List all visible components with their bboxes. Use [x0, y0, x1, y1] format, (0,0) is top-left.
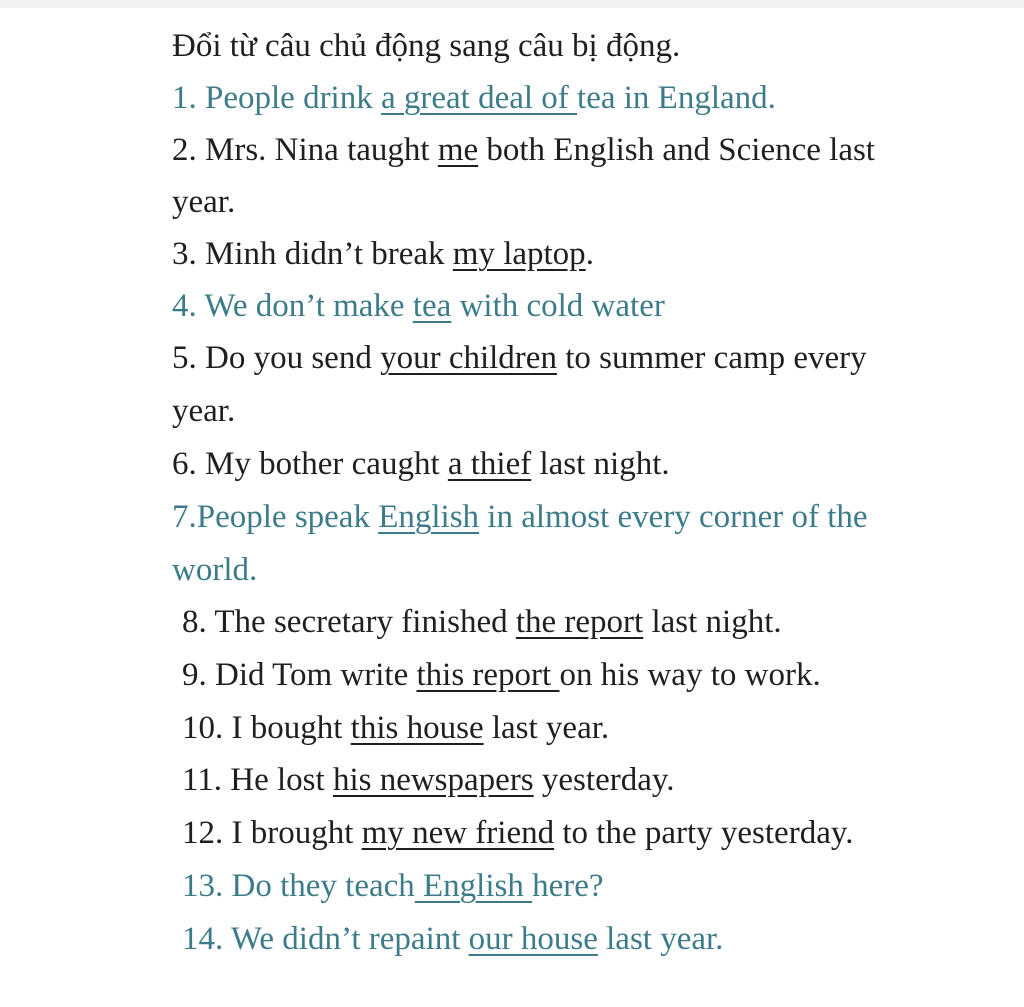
exercise-line-2 [172, 130, 875, 170]
line-text: 11. He lost [182, 762, 333, 798]
line-text: both English and Science last [478, 132, 875, 168]
underlined-phrase: a great deal of [380, 80, 578, 116]
underlined-phrase: this report [416, 657, 560, 693]
line-text: to summer camp every [556, 340, 867, 376]
line-text: 12. I brought [182, 815, 362, 851]
underlined-phrase: a thief [447, 446, 532, 482]
line-text: year. [172, 393, 236, 429]
line-text: 2. Mrs. Nina taught [172, 132, 438, 168]
line-text: 1. People drink [172, 80, 381, 116]
line-text: 4. We don’t make [172, 288, 413, 324]
line-text: last year. [483, 710, 610, 746]
underlined-phrase: English [378, 499, 480, 535]
exercise-line-14 [182, 919, 723, 959]
line-text: on his way to work. [559, 657, 821, 693]
line-text: 9. Did Tom write [182, 657, 417, 693]
line-text: here? [532, 868, 604, 904]
line-text: with cold water [451, 288, 665, 324]
exercise-line-10 [182, 708, 609, 748]
exercise-line-9 [182, 655, 821, 695]
exercise-line-8 [182, 602, 782, 642]
line-text: 10. I bought [182, 710, 351, 746]
line-text: to the party yesterday. [554, 815, 854, 851]
underlined-phrase: my new friend [361, 815, 555, 851]
line-text: in almost every corner of the [479, 499, 868, 535]
line-text: year. [172, 184, 236, 220]
underlined-phrase: my laptop [452, 236, 586, 272]
underlined-phrase: your children [380, 340, 557, 376]
line-text: last year. [597, 921, 724, 957]
line-text: 7.People speak [172, 499, 379, 535]
exercise-line-1 [172, 78, 776, 118]
exercise-line-12 [182, 813, 853, 853]
exercise-line-13 [182, 866, 604, 906]
exercise-line-2-continued [172, 182, 235, 222]
exercise-line-3 [172, 234, 594, 274]
line-text: . [585, 236, 594, 272]
underlined-phrase: his newspapers [332, 762, 534, 798]
exercise-line-7-continued [172, 550, 257, 590]
exercise-line-7 [172, 497, 868, 537]
line-text: last night. [643, 604, 782, 640]
line-text: 6. My bother caught [172, 446, 448, 482]
line-text: world. [172, 552, 258, 588]
underlined-phrase: our house [468, 921, 598, 957]
underlined-phrase: tea [412, 288, 452, 324]
exercise-line-5-continued [172, 391, 235, 431]
underlined-phrase: English [414, 868, 533, 904]
line-text: 13. Do they teach [182, 868, 415, 904]
heading-text: Đổi từ câu chủ động sang câu bị động. [172, 28, 681, 64]
line-text: 8. The secretary finished [182, 604, 516, 640]
underlined-phrase: the report [515, 604, 644, 640]
underlined-phrase: me [437, 132, 479, 168]
heading [172, 26, 680, 66]
exercise-line-4 [172, 286, 665, 326]
line-text: 3. Minh didn’t break [172, 236, 453, 272]
exercise-line-6 [172, 444, 670, 484]
line-text: yesterday. [533, 762, 675, 798]
exercise-line-5 [172, 338, 867, 378]
line-text: 14. We didn’t repaint [182, 921, 469, 957]
line-text: 5. Do you send [172, 340, 381, 376]
line-text: last night. [531, 446, 670, 482]
line-text: tea in England. [577, 80, 776, 116]
underlined-phrase: this house [350, 710, 484, 746]
exercise-line-11 [182, 760, 674, 800]
